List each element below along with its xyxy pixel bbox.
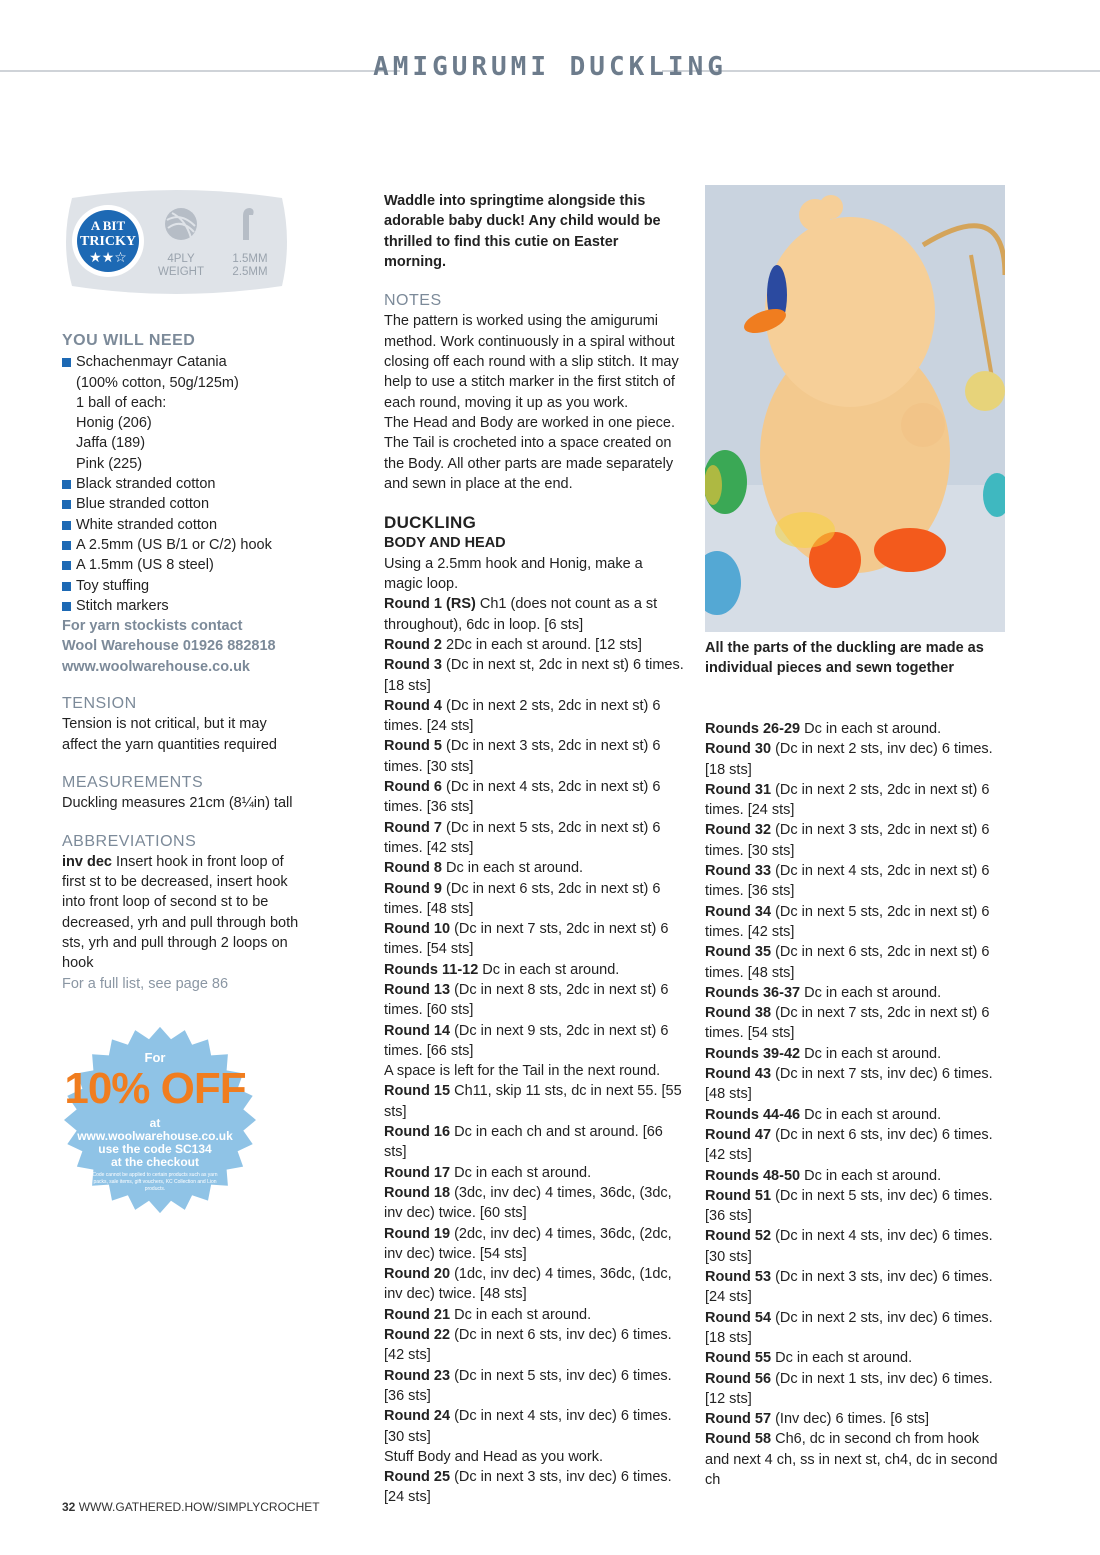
round-instruction: Round 14 (Dc in next 9 sts, 2dc in next st) 6 times. [66 sts] xyxy=(384,1022,669,1059)
offer-fine-print: Code cannot be applied to certain products such as yarn packs, sale items, gift vouchers, KC Collection and Lion products. xyxy=(92,1172,218,1192)
round-instruction: Round 43 (Dc in next 7 sts, inv dec) 6 times. [48 sts] xyxy=(705,1066,993,1103)
measurements-heading: MEASUREMENTS xyxy=(62,773,204,791)
offer-for: For xyxy=(144,1050,166,1065)
round-instruction: Rounds 39-42 Dc in each st around. xyxy=(705,1045,942,1062)
list-item: Toy stuffing xyxy=(62,576,302,596)
middle-column xyxy=(384,191,684,1508)
duckling-heading: DUCKLING xyxy=(384,513,477,533)
list-item: Black stranded cotton xyxy=(62,474,302,494)
round-instruction: Round 47 (Dc in next 6 sts, inv dec) 6 times. [42 sts] xyxy=(705,1126,993,1164)
round-instruction: Round 31 (Dc in next 2 sts, 2dc in next st) 6 times. [24 sts] xyxy=(705,781,990,819)
right-column xyxy=(705,719,1005,1490)
difficulty-line1: A BIT xyxy=(90,218,126,233)
hook-size-line1: 1.5MM xyxy=(232,253,268,265)
offer-checkout: at the checkout xyxy=(110,1155,200,1169)
left-column xyxy=(62,331,302,994)
round-instruction: Round 2 2Dc in each st around. [12 sts] xyxy=(384,636,642,653)
colour-item: Honig (206) xyxy=(76,415,152,432)
round-instruction: A space is left for the Tail in the next round. xyxy=(384,1063,661,1080)
round-instruction: Round 5 (Dc in next 3 sts, 2dc in next st) 6 times. [30 sts] xyxy=(384,738,661,775)
round-instruction: Rounds 44-46 Dc in each st around. xyxy=(705,1106,942,1123)
round-instruction: Rounds 11-12 Dc in each st around. xyxy=(384,961,620,978)
offer-at: at xyxy=(149,1116,161,1130)
round-instruction: Round 18 (3dc, inv dec) 4 times, 36dc, (3dc, inv dec) twice. [60 sts] xyxy=(384,1184,672,1222)
colour-item: Jaffa (189) xyxy=(76,435,146,452)
measurements-text: Duckling measures 21cm (8¼in) tall xyxy=(62,795,293,812)
round-instruction: Round 16 Dc in each ch and st around. [66 sts] xyxy=(384,1124,663,1161)
list-item: A 2.5mm (US B/1 or C/2) hook xyxy=(62,535,302,555)
round-instruction: Rounds 48-50 Dc in each st around. xyxy=(705,1167,942,1184)
rounds-list-1 xyxy=(384,594,684,1507)
round-instruction: Round 35 (Dc in next 6 sts, 2dc in next st) 6 times. [48 sts] xyxy=(705,944,990,981)
round-instruction: Round 13 (Dc in next 8 sts, 2dc in next st) 6 times. [60 sts] xyxy=(384,981,669,1019)
tension-text: Tension is not critical, but it may affect the yarn quantities required xyxy=(62,716,277,753)
round-instruction: Round 51 (Dc in next 5 sts, inv dec) 6 times. [36 sts] xyxy=(705,1187,993,1225)
round-instruction: Round 4 (Dc in next 2 sts, 2dc in next st) 6 times. [24 sts] xyxy=(384,697,661,735)
difficulty-stars: ★★☆ xyxy=(89,250,127,266)
hook-size-line2: 2.5MM xyxy=(232,266,268,278)
body-head-subheading: BODY AND HEAD xyxy=(384,535,506,552)
list-item: 1 ball of each: xyxy=(76,394,167,411)
abbreviations-heading: ABBREVIATIONS xyxy=(62,832,197,850)
you-will-need-heading: YOU WILL NEED xyxy=(62,332,196,349)
yarn-ball-icon xyxy=(165,208,197,240)
round-instruction: Round 9 (Dc in next 6 sts, 2dc in next st) 6 times. [48 sts] xyxy=(384,880,661,917)
round-instruction: Round 58 Ch6, dc in second ch from hook and next 4 ch, ss in next st, ch4, dc in second ch xyxy=(705,1431,998,1488)
yarn-weight-line2: WEIGHT xyxy=(158,266,204,278)
page-number: 32 xyxy=(62,1500,76,1514)
offer-badge[interactable] xyxy=(60,1020,268,1218)
colour-item: Pink (225) xyxy=(76,455,143,472)
notes-heading: NOTES xyxy=(384,292,442,310)
round-instruction: Round 15 Ch11, skip 11 sts, dc in next 55. [55 sts] xyxy=(384,1083,682,1120)
round-instruction: Round 23 (Dc in next 5 sts, inv dec) 6 times. [36 sts] xyxy=(384,1367,672,1404)
round-instruction: Round 7 (Dc in next 5 sts, 2dc in next st) 6 times. [42 sts] xyxy=(384,819,661,856)
round-instruction: Round 24 (Dc in next 4 sts, inv dec) 6 times. [30 sts] xyxy=(384,1408,672,1445)
stockist-phone: Wool Warehouse 01926 882818 xyxy=(62,638,276,655)
round-instruction: Round 32 (Dc in next 3 sts, 2dc in next st) 6 times. [30 sts] xyxy=(705,822,990,859)
stockist-url[interactable]: www.woolwarehouse.co.uk xyxy=(62,658,250,675)
round-instruction: Round 21 Dc in each st around. xyxy=(384,1306,592,1323)
difficulty-badge xyxy=(60,184,292,300)
offer-url[interactable]: www.woolwarehouse.co.uk xyxy=(77,1129,233,1143)
round-instruction: Round 8 Dc in each st around. xyxy=(384,860,584,877)
abbreviation-entry: inv dec Insert hook in front loop of first st to be decreased, insert hook into front loop of second st to be decreased, yrh and pull through both sts, yrh and pull through 2 loops on hook xyxy=(62,853,299,972)
list-item: Stitch markers xyxy=(62,596,302,616)
footer-url[interactable]: WWW.GATHERED.HOW/SIMPLYCROCHET xyxy=(78,1500,320,1514)
round-instruction: Rounds 26-29 Dc in each st around. xyxy=(705,721,942,737)
yarn-weight-line1: 4PLY xyxy=(167,253,195,265)
round-instruction: Round 53 (Dc in next 3 sts, inv dec) 6 times. [24 sts] xyxy=(705,1269,993,1306)
round-instruction: Round 33 (Dc in next 4 sts, 2dc in next st) 6 times. [36 sts] xyxy=(705,863,990,900)
photo-caption: All the parts of the duckling are made as individual pieces and sewn together xyxy=(705,640,984,677)
round-instruction: Round 30 (Dc in next 2 sts, inv dec) 6 times. [18 sts] xyxy=(705,741,993,778)
round-instruction: Rounds 36-37 Dc in each st around. xyxy=(705,984,942,1001)
page-title: AMIGURUMI DUCKLING xyxy=(373,52,727,82)
rounds-list-2 xyxy=(705,719,1005,1490)
round-instruction: Round 20 (1dc, inv dec) 4 times, 36dc, (1dc, inv dec) twice. [48 sts] xyxy=(384,1266,672,1303)
round-instruction: Round 56 (Dc in next 1 sts, inv dec) 6 times. [12 sts] xyxy=(705,1370,993,1407)
round-instruction: Round 25 (Dc in next 3 sts, inv dec) 6 times. [24 sts] xyxy=(384,1469,672,1506)
difficulty-line2: TRICKY xyxy=(79,234,137,249)
round-instruction: Round 54 (Dc in next 2 sts, inv dec) 6 times. [18 sts] xyxy=(705,1309,993,1346)
round-instruction: Round 57 (Inv dec) 6 times. [6 sts] xyxy=(705,1411,929,1428)
round-instruction: Round 19 (2dc, inv dec) 4 times, 36dc, (2dc, inv dec) twice. [54 sts] xyxy=(384,1225,672,1262)
tension-heading: TENSION xyxy=(62,695,137,713)
round-instruction: Round 22 (Dc in next 6 sts, inv dec) 6 times. [42 sts] xyxy=(384,1327,672,1364)
notes-paragraph: The pattern is worked using the amigurumi method. Work continuously in a spiral without closing off each round with a slip stitch. It may help to use a stitch marker in the first stitch of each round, moving it up as you work. xyxy=(384,313,679,411)
list-item: Schachenmayr Catania xyxy=(62,352,302,372)
stockist-line: For yarn stockists contact xyxy=(62,618,243,635)
round-instruction: Round 10 (Dc in next 7 sts, 2dc in next st) 6 times. [54 sts] xyxy=(384,921,669,958)
list-item: (100% cotton, 50g/125m) xyxy=(76,374,239,391)
offer-headline: 10% OFF xyxy=(64,1064,246,1113)
notes-paragraph: The Head and Body are worked in one piece. The Tail is crocheted into a space created on the Body. All other parts are made separately and sewn in place at the end. xyxy=(384,414,675,492)
round-instruction: Round 3 (Dc in next st, 2dc in next st) 6 times. [18 sts] xyxy=(384,657,684,694)
list-item: A 1.5mm (US 8 steel) xyxy=(62,555,302,575)
page-footer xyxy=(62,1500,320,1514)
abbreviations-note: For a full list, see page 86 xyxy=(62,975,229,992)
round-instruction: Round 38 (Dc in next 7 sts, 2dc in next st) 6 times. [54 sts] xyxy=(705,1005,990,1042)
round-instruction: Round 1 (RS) Ch1 (does not count as a st throughout), 6dc in loop. [6 sts] xyxy=(384,596,658,633)
round-instruction: Round 52 (Dc in next 4 sts, inv dec) 6 times. [30 sts] xyxy=(705,1228,993,1265)
round-instruction: Round 55 Dc in each st around. xyxy=(705,1350,913,1367)
duckling-photo xyxy=(705,185,1005,632)
round-instruction: Round 6 (Dc in next 4 sts, 2dc in next st) 6 times. [36 sts] xyxy=(384,779,661,816)
round-instruction: Round 17 Dc in each st around. xyxy=(384,1164,592,1181)
intro-text: Waddle into springtime alongside this adorable baby duck! Any child would be thrilled to find this cutie on Easter morning. xyxy=(384,193,661,270)
list-item: Blue stranded cotton xyxy=(62,494,302,514)
list-item: White stranded cotton xyxy=(62,515,302,535)
offer-code: use the code SC134 xyxy=(98,1142,212,1156)
round-instruction: Stuff Body and Head as you work. xyxy=(384,1448,603,1465)
round-instruction: Round 34 (Dc in next 5 sts, 2dc in next st) 6 times. [42 sts] xyxy=(705,903,990,940)
start-instruction: Using a 2.5mm hook and Honig, make a magic loop. xyxy=(384,555,643,593)
